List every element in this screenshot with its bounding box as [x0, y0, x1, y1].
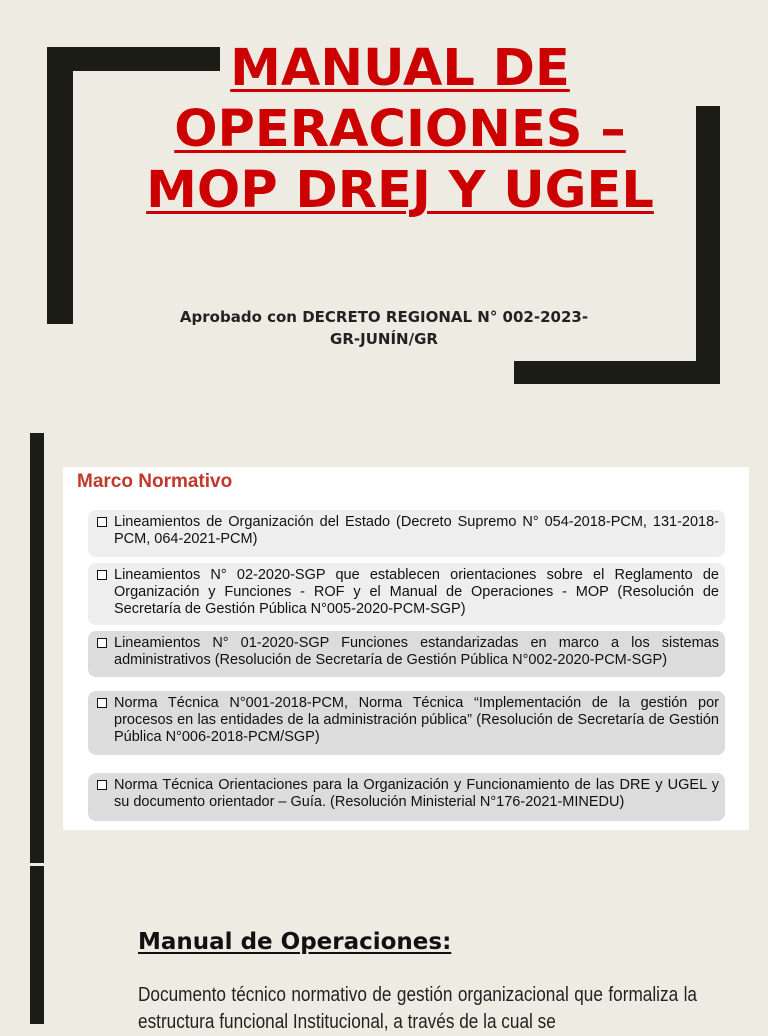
- checkbox-bullet-icon: [97, 638, 107, 648]
- page-title: MANUAL DE OPERACIONES – MOP DREJ Y UGEL: [146, 39, 654, 220]
- list-item: [88, 631, 725, 677]
- definition-paragraph: Documento técnico normativo de gestión organizacional que formaliza la estructura funcional Institucional, a través de la cual se: [138, 984, 697, 1033]
- frame-bracket-top-left-vertical: [47, 47, 73, 324]
- checkbox-bullet-icon: [97, 570, 107, 580]
- marco-normativo-panel: [63, 467, 749, 830]
- title-slide: [0, 0, 768, 420]
- list-item-text: Lineamientos N° 02-2020-SGP que establecen orientaciones sobre el Reglamento de Organización y Funciones - ROF y el Manual de Operaciones - MOP (Resolución de Secretaría de Gestión Pública N°005-2020-PCM-SGP): [114, 567, 719, 617]
- list-item-text: Norma Técnica N°001-2018-PCM, Norma Técnica “Implementación de la gestión por procesos en las entidades de la administración pública” (Resolución de Secretaría de Gestión Pública N°006-2018-PCM/SGP): [114, 695, 719, 745]
- list-item-text: Norma Técnica Orientaciones para la Organización y Funcionamiento de las DRE y UGEL y su documento orientador – Guía. (Resolución Ministerial N°176-2021-MINEDU): [114, 777, 719, 810]
- list-item: [88, 691, 725, 755]
- list-item: [88, 510, 725, 557]
- section-heading: Marco Normativo: [77, 471, 233, 492]
- slide-accent-bar: [30, 433, 44, 863]
- frame-bracket-bottom-right: [514, 361, 720, 384]
- list-item-text: Lineamientos de Organización del Estado (Decreto Supremo N° 054-2018-PCM, 131-2018-PCM, 064-2021-PCM): [114, 514, 719, 547]
- checkbox-bullet-icon: [97, 698, 107, 708]
- list-item: [88, 773, 725, 821]
- section-heading: Manual de Operaciones:: [138, 929, 452, 955]
- list-item-text: Lineamientos N° 01-2020-SGP Funciones estandarizadas en marco a los sistemas administrativos (Resolución de Secretaría de Gestión Pública N°002-2020-PCM-SGP): [114, 635, 719, 668]
- page-subtitle: Aprobado con DECRETO REGIONAL N° 002-2023-GR-JUNÍN/GR: [179, 308, 589, 348]
- slide-accent-bar: [30, 866, 44, 1024]
- list-item: [88, 563, 725, 625]
- checkbox-bullet-icon: [97, 780, 107, 790]
- checkbox-bullet-icon: [97, 517, 107, 527]
